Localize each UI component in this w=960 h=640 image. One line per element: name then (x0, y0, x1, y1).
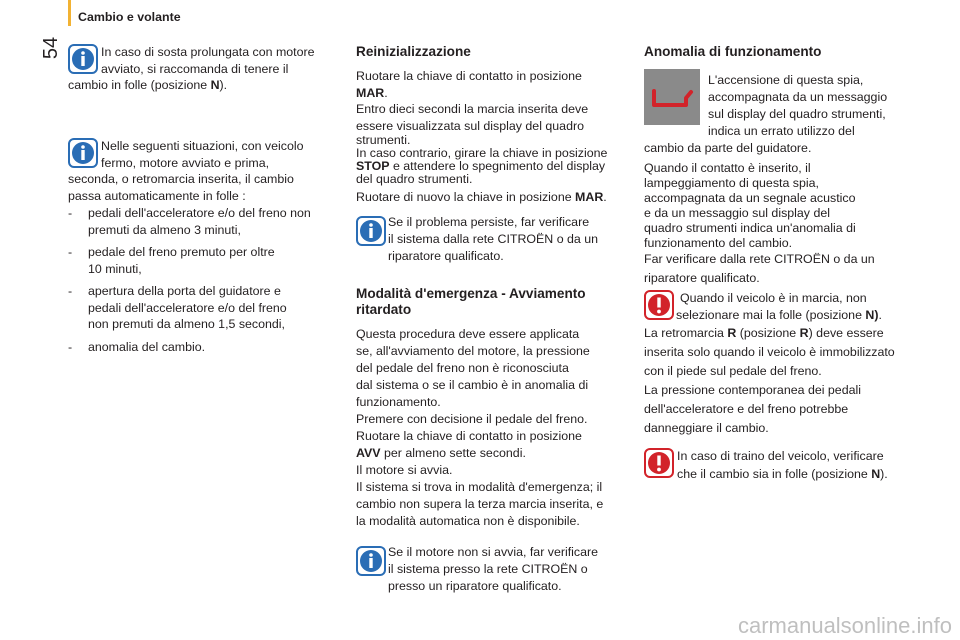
text-line: avviato, si raccomanda di tenere il (101, 61, 289, 76)
reset-section (356, 44, 636, 206)
bullet-dash: - (68, 245, 73, 259)
info-icon (68, 44, 98, 74)
emergency-section (356, 286, 641, 530)
text-span: ). (880, 467, 888, 481)
text-line: del quadro strumenti. (356, 172, 473, 186)
heading-emergency: Modalità d'emergenza - Avviamento (356, 286, 586, 301)
text-span: . (603, 190, 607, 204)
text-line: Il motore si avvia. (356, 463, 453, 477)
warn-towing (677, 447, 888, 483)
header-accent-bar (68, 0, 71, 26)
text-line: anomalia del cambio. (88, 340, 206, 354)
page-number: 54 (40, 36, 62, 60)
note-neutral-body (68, 171, 294, 204)
note-parking-line3 (68, 77, 227, 94)
text-line: In caso contrario, girare la chiave in posizione (356, 146, 608, 160)
text-span: Ruotare di nuovo la chiave in posizione (356, 190, 576, 204)
warn-reverse-text (644, 324, 895, 438)
malfunction-lamp-text (708, 72, 887, 140)
text-line: Far verificare dalla rete CITROËN o da un (644, 252, 875, 266)
text-line: apertura della porta del guidatore e (88, 284, 281, 298)
text-line: presso un riparatore qualificato. (388, 579, 562, 593)
text-span: La retromarcia (644, 326, 728, 340)
text-line: e da un messaggio sul display del (644, 206, 830, 220)
malfunction-body (644, 140, 875, 287)
info-icon (356, 546, 386, 576)
text-line: L'accensione di questa spia, (708, 73, 864, 87)
text-bold: N (210, 78, 220, 92)
warning-icon (644, 448, 674, 478)
text-line: riparatore qualificato. (644, 271, 760, 285)
text-line: strumenti. (356, 133, 411, 147)
gearbox-warning-lamp (644, 69, 700, 125)
text-bold: STOP (356, 159, 390, 173)
text-line: Il sistema si trova in modalità d'emergenza; il (356, 480, 603, 494)
text-bold: N (871, 467, 881, 481)
warning-icon (644, 290, 674, 320)
text-line: pedale del freno premuto per oltre (88, 245, 275, 259)
gearbox-fault-icon (644, 69, 700, 125)
text-line: sul display del quadro strumenti, (708, 107, 886, 121)
text-line: inserita solo quando il veicolo è immobilizzato (644, 345, 895, 359)
text-line: funzionamento del cambio. (644, 236, 793, 250)
text-line: Quando il veicolo è in marcia, non (680, 291, 867, 305)
text-bold: MAR (575, 190, 604, 204)
text-line: In caso di sosta prolungata con motore (101, 45, 315, 59)
heading-malfunction-text: Anomalia di funzionamento (644, 44, 822, 59)
list-item (68, 283, 358, 339)
heading-emergency-line2: ritardato (356, 302, 412, 317)
text-line: dell'acceleratore e del freno potrebbe (644, 402, 849, 416)
text-line: danneggiare il cambio. (644, 421, 769, 435)
text-line: pedali dell'acceleratore e/o del freno non (88, 206, 311, 220)
bullet-dash: - (68, 340, 73, 354)
watermark: carmanualsonline.info (737, 612, 952, 638)
text-line: la modalità automatica non è disponibile. (356, 514, 580, 528)
text-bold: N) (865, 308, 879, 322)
text-line: il sistema presso la rete CITROËN o (388, 562, 588, 576)
text-line: seconda, o retromarcia inserita, il cambio (68, 172, 294, 186)
text-line: cambio da parte del guidatore. (644, 141, 812, 155)
text-line: fermo, motore avviato e prima, (101, 155, 270, 170)
text-line: del pedale del freno non è riconosciuta (356, 361, 569, 375)
text-line: il sistema dalla rete CITROËN o da un (388, 232, 599, 246)
note-parking (101, 44, 315, 77)
text-span: cambio in folle (posizione (68, 78, 211, 92)
text-line: cambio non supera la terza marcia inserita, e (356, 497, 604, 511)
text-span: ) deve essere (808, 326, 884, 340)
text-bold: MAR (356, 85, 385, 100)
text-span: selezionare mai la folle (posizione (676, 308, 866, 322)
text-line: se, all'avviamento del motore, la pressione (356, 344, 590, 358)
bullet-dash: - (68, 206, 73, 220)
text-line: Entro dieci secondi la marcia inserita deve (356, 102, 589, 116)
text-span: . (384, 85, 388, 100)
text-line: Questa procedura deve essere applicata (356, 327, 580, 341)
section-title: Cambio e volante (78, 10, 181, 24)
text-line: premuti da almeno 3 minuti, (88, 222, 241, 237)
text-line: Nelle seguenti situazioni, con veicolo (101, 139, 304, 153)
text-line: pedali dell'acceleratore e/o del freno (88, 300, 287, 315)
text-line: Quando il contatto è inserito, il (644, 161, 811, 175)
text-line: dal sistema o se il cambio è in anomalia di (356, 378, 589, 392)
text-span: . (878, 308, 882, 322)
info-icon (68, 138, 98, 168)
text-line: La pressione contemporanea dei pedali (644, 383, 861, 397)
text-line: indica un errato utilizzo del (708, 124, 855, 138)
text-span: per almeno sette secondi. (380, 446, 526, 460)
text-line: riparatore qualificato. (388, 249, 504, 263)
text-line: Ruotare la chiave di contatto in posizione (356, 429, 582, 443)
text-line: quadro strumenti indica un'anomalia di (644, 221, 856, 235)
text-span: che il cambio sia in folle (posizione (677, 467, 872, 481)
list-item (68, 244, 358, 284)
note-reset-persist (388, 214, 598, 265)
text-line: essere visualizzata sul display del quadro (356, 118, 584, 133)
text-line: accompagnata da un messaggio (708, 90, 888, 104)
text-bold: AVV (356, 446, 381, 460)
text-line: con il piede sul pedale del freno. (644, 364, 822, 378)
list-item (68, 205, 358, 245)
text-line: Se il problema persiste, far verificare (388, 215, 590, 229)
text-line: lampeggiamento di questa spia, (644, 176, 819, 190)
text-bold: R (799, 326, 809, 340)
note-neutral-situations (101, 138, 304, 171)
text-line: funzionamento. (356, 395, 441, 409)
text-bold: R (727, 326, 737, 340)
bullet-dash: - (68, 284, 73, 298)
warn-neutral-driving-l2 (676, 307, 882, 324)
heading-reset: Reinizializzazione (356, 44, 471, 59)
text-span: e attendere lo spegnimento del display (389, 159, 606, 173)
text-line: passa automaticamente in folle : (68, 188, 246, 203)
note-engine-no-start (388, 544, 598, 595)
text-line: accompagnata da un segnale acustico (644, 191, 856, 205)
warn-neutral-driving (680, 290, 867, 307)
text-line: Premere con decisione il pedale del freno. (356, 412, 588, 426)
text-span: ). (219, 78, 228, 92)
text-line: 10 minuti, (88, 261, 142, 276)
heading-malfunction (644, 44, 821, 60)
text-span: (posizione (736, 326, 800, 340)
text-line: In caso di traino del veicolo, verificare (677, 449, 884, 463)
text-line: Se il motore non si avvia, far verificare (388, 545, 599, 559)
text-line: non premuti da almeno 1,5 secondi, (88, 317, 285, 331)
info-icon (356, 216, 386, 246)
text-line: Ruotare la chiave di contatto in posizione (356, 69, 582, 83)
list-item (68, 339, 358, 359)
